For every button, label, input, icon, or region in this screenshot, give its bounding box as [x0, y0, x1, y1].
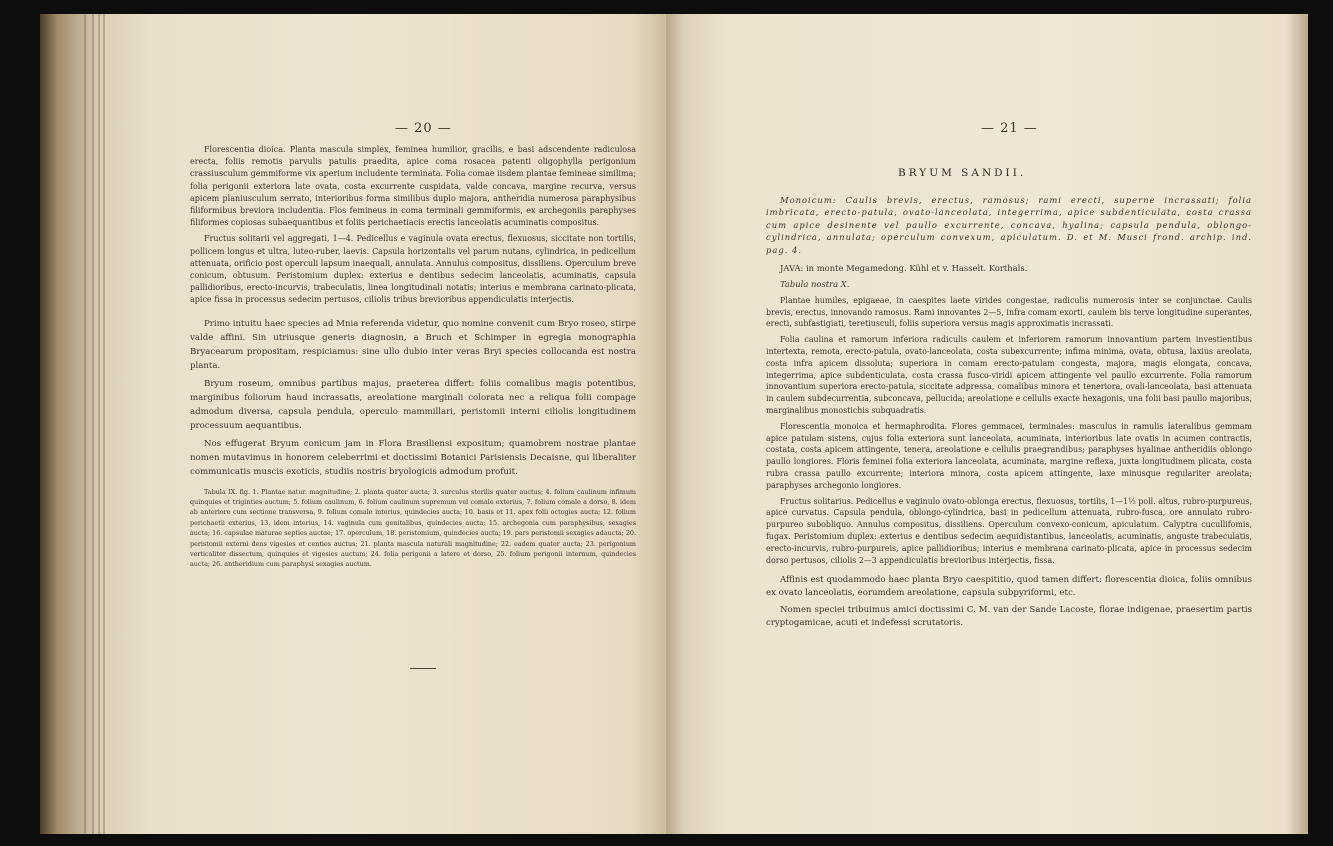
paragraph: Nomen speciei tribuimus amici doctissimi C. M. van der Sande Lacoste, florae indigenae, praesertim partis cryptogamicae, acuti et indefessi scrutatoris.	[766, 605, 1252, 629]
paragraph: Nos effugerat Bryum conicum jam in Flora Brasiliensi expositum; quamobrem nostrae plantae nomen mutavimus in honorem celeberrimi et doctissimi Botanici Parisiensis Decaisne, qui liberaliter communicatis muscis exoticis, studiis nostris bryologicis admodum profuit.	[190, 438, 636, 477]
page-edge-line	[92, 14, 94, 834]
paragraph: Folia caulina et ramorum inferiora radiculis caulem et inferiorem ramorum innovantium partem investientibus intertexta, remota, erecto-patula, ovato-lanceolata, costa subexcurrente; infima minima, ovata, obtusa, laxius areolata, costa infra apicem dissoluta; superiora in comam erecto-patulam congesta, majora, magis elongata, concava, integerrima, apice subdenticulata, costa crassa fusco-viridi apicem attingente vel paullo excurrente. Folia ramorum innovantium superiora erecto-patula, siccitate adpressa, comalibus minora et teneriora, ovali-lanceolata, basi attenuata in caulem subdecurrentia, subconcava, pellucida; areolatione e cellulis exacte hexagonis, una folii basi paullo majoribus, marginalibus monostichis subquadratis.	[766, 335, 1252, 416]
end-rule	[410, 668, 436, 669]
paragraph: Florescentia dioica. Planta mascula simplex, feminea humilior, gracilis, e basi adscendente radiculosa erecta, foliis remotis parvulis patulis praedita, apice coma rosacea patenti oligophylla perigonium crassiusculum gemmiforme vix aperium includente terminata. Folia comae iisdem plantae femineae similima; folia perigonii exteriora late ovata, costa excurrente cuspidata, valde concava, margine recurva, versus apicem planiusculum serrato, interioribus forma similibus duplo majora, antheridia numerosa paraphysibus filiformibus breviora includentia. Flos femineus in coma terminali gemmiformis, ex archegoniis paraphyses filiformes copiosas subaequantibus et foliis perichaetiacis erectis lanceolatis acuminatis compositus.	[190, 145, 636, 228]
right-page	[666, 14, 1308, 834]
species-title: BRYUM SANDII.	[898, 167, 1027, 179]
paragraph: Affinis est quodammodo haec planta Bryo caespititio, quod tamen differt: florescentia dioica, foliis omnibus ex ovato lanceolatis, eorumdem areolatione, capsula subpyriformi, etc.	[766, 575, 1252, 599]
page-edge-line	[103, 14, 105, 834]
plate-caption: Tabula IX. fig. 1. Plantae natur. magnitudine; 2. planta quater aucta; 3. surculus sterilis quater auctus; 4. folium caulinum infimum quinquies et triginties auctum; 5. folium caulinum, 6. folium caulinum supremum vel comale exterius, 7. folium comale a dorso, 8. idem ab anteriore cum sectione transversa, 9. folium comale interius, quindecies aucta; 10. basis et 11. apex folii octogies aucta; 12. folium perichaetii exterius, 13. idem interius, 14. vaginula cum genitalibus, quindecies aucta; 15. archegonia cum paraphysibus, sexagies aucta; 16. capsulae maturae septies auctae; 17. operculum, 18. peristomium, quindecies aucta; 19. pars peristomii sexagies adaucta; 20. peristomii externi dens vigesies et centies auctus; 21. planta mascula naturali magnitudine; 22. eadem quater aucta; 23. perigonium verticaliter dissectum, quinquies et vigesies auctum; 24. folia perigonii a latere et dorso, 25. folium perigonii internum, quindecies aucta; 26. antheridium cum paraphysi sexagies auctum.	[190, 487, 636, 569]
paragraph: Florescentia monoica et hermaphrodita. Flores gemmacei, terminales: masculus in ramulis lateralibus gemmam apice patulam sistens, cujus folia exteriora sunt lanceolata, acuminata, interioribus late ovatis in acumen contractis, costata, costa apicem attingente, tenera, areolatione e cellulis praegrandibus; paraphyses hyalinae antheridiis oblongo paullo longiores. Floris feminei folia exteriora lanceolata, acuminata, margine reflexa, juxta longitudinem plicata, costa rubra crassa paullo excurrente; interiora minora, costa apicem attingente, laxe minusque regulariter areolata; paraphyses archegonio longiores.	[766, 421, 1252, 490]
paragraph: Fructus solitarii vel aggregati, 1—4. Pedicellus e vaginula ovata erectus, flexuosus, siccitate non tortilis, pollicem longus et ultra, luteo-ruber, laevis. Capsula horizontalis vel parum nutans, cylindrica, in pedicellum attenuata, orificio post operculi lapsum inaequali, annulata. Annulus compositus, dissiliens. Operculum breve conicum, obtusum. Peristomium duplex: exterius e dentibus sedecim lanceolatis, acuminatis, capsula pallidioribus, erecto-incurvis, trabeculatis, linea longitudinali notatis; interius e membrana carinato-plicata, apice fissa in processus sedecim pertusos, ciliolis tribus brevioribus appendiculatis interjectis.	[190, 234, 636, 305]
plate-reference: Tabula nostra X.	[780, 279, 850, 290]
paragraph: Primo intuitu haec species ad Mnia referenda videtur, quo nomine convenit cum Bryo roseo, stirpe valde affini. Sin utriusque generis diagnosin, a Bruch et Schimper in egregia monographia Bryacearum propositam, respiciamus: sine ullo dubio inter veras Bryi species collocanda est nostra planta.	[190, 318, 636, 371]
page-number: — 21 —	[981, 121, 1038, 136]
right-body-text	[766, 194, 1252, 634]
page-number: — 20 —	[395, 121, 452, 136]
left-body-text	[190, 144, 636, 574]
left-page	[40, 14, 666, 834]
locality: JAVA: in monte Megamedong. Kühl et v. Hasselt. Korthals.	[780, 263, 1028, 274]
paragraph: Bryum roseum, omnibus partibus majus, praeterea differt: foliis comalibus magis potentibus, marginibus foliorum haud incrassatis, areolatione marginali colorata nec a reliqua folii compage admodum diversa, capsula pendula, operculo mammillari, peristomii interni ciliolis longitudinem processuum aequantibus.	[190, 378, 636, 431]
page-edge-line	[98, 14, 100, 834]
page-edge-line	[84, 14, 86, 834]
diagnosis: Monoicum: Caulis brevis, erectus, ramosus; rami erecti, superne incrassati; folia imbricata, erecto-patula, ovato-lanceolata, integerrima, apice subdenticulata, costa crassa cum apice desinente vel paullo excurrente, concava, hyalina; capsula pendula, oblongo-cylindrica, annulata; operculum convexum, apiculatum. D. et M. Musci frond. archip. ind. pag. 4.	[766, 195, 1252, 255]
open-book	[40, 14, 1308, 836]
paragraph: Fructus solitarius. Pedicellus e vaginulo ovato-oblonga erectus, flexuosus, tortilis, 1—1½ poll. altus, rubro-purpureus, apice curvatus. Capsula pendula, oblongo-cylindrica, basi in pedicellum attenuata, rubro-fusca, ore annulato rubro-purpureo subobliquo. Annulus compositus, dissiliens. Operculum convexo-conicum, apiculatum. Calyptra cucullifomis, fugax. Peristomium duplex: exterius e dentibus sedecim aequidistantibus, lanceolatis, acuminatis, anguste trabeculatis, erecto-incurvis, rubro-purpureis, apice pallidioribus; interius e membrana carinato-plicata, apice in processus sedecim dorso pertusos, ciliolis 2—3 appendiculatis brevioribus interjectis, fissa.	[766, 496, 1252, 565]
paragraph: Plantae humiles, epigaeae, in caespites laete virides congestae, radiculis numerosis inter se conjunctae. Caulis brevis, erectus, innovando ramosus. Rami innovantes 2—5, infra comam exorti, caulem bis terve longitudine superantes, erecti, subfastigiati, teretiusculi, foliis superiora versus magis approximatis incrassati.	[766, 295, 1252, 329]
